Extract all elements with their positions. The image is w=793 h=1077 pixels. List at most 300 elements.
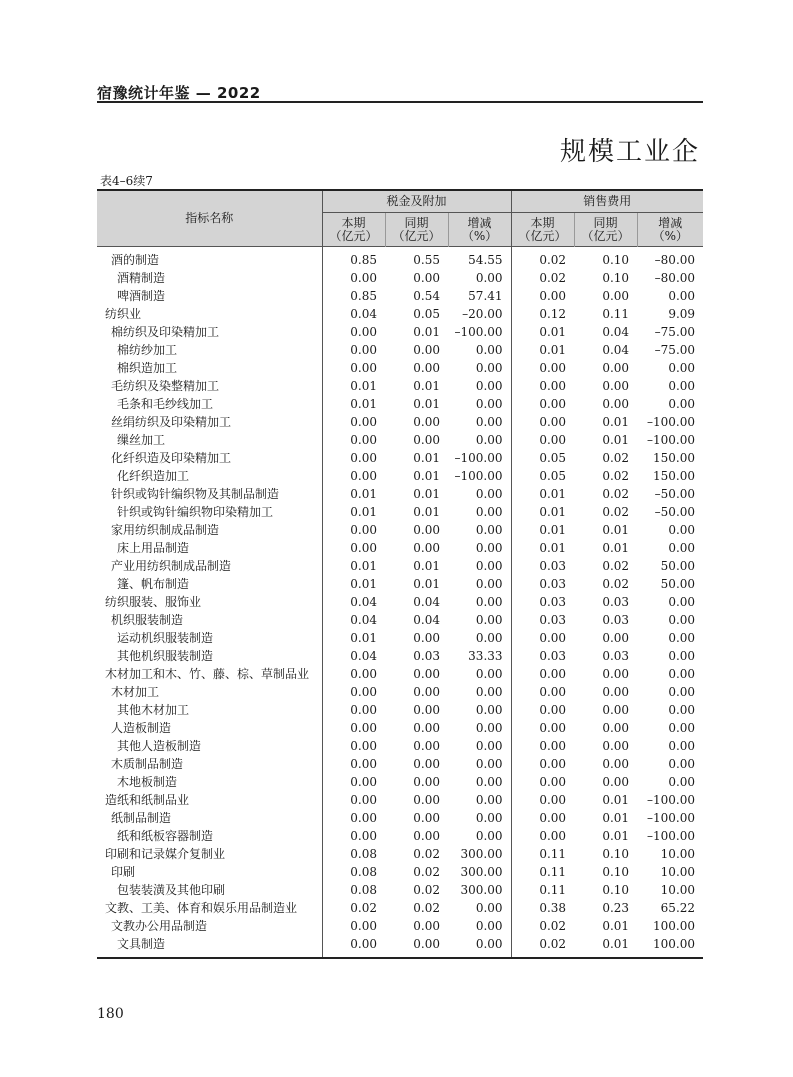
cell-value: 0.00 (448, 557, 511, 575)
cell-value: 0.00 (668, 613, 696, 627)
cell-value: 0.00 (350, 469, 377, 483)
table-row (97, 827, 703, 845)
cell-value: 0.02 (602, 487, 630, 501)
cell-value: 0.00 (350, 523, 377, 537)
table-row (97, 647, 703, 665)
table-row (97, 917, 703, 935)
cell-value: 0.10 (602, 253, 630, 267)
cell-value: 0.00 (668, 685, 696, 699)
cell-value: 0.85 (350, 253, 377, 267)
row-label: 印刷 (97, 863, 322, 881)
subheader-label: 同期 (593, 215, 618, 230)
cell-value: 0.00 (602, 685, 630, 699)
cell-value: –20.00 (448, 305, 511, 323)
cell-value: 0.04 (350, 307, 377, 321)
cell-value: 0.02 (413, 865, 440, 879)
subheader-label: 本期 (530, 215, 555, 230)
row-label: 造纸和纸制品业 (97, 791, 322, 809)
cell-value: 0.01 (539, 343, 567, 357)
cell-value: 0.01 (350, 487, 377, 501)
cell-value: 0.00 (448, 341, 511, 359)
cell-value: 0.08 (350, 865, 377, 879)
row-label: 文教办公用品制造 (97, 917, 322, 935)
cell-value: 0.00 (448, 413, 511, 431)
table-row (97, 755, 703, 773)
cell-value: 0.00 (448, 395, 511, 413)
cell-value: 0.00 (668, 775, 696, 789)
cell-value: 0.04 (350, 613, 377, 627)
cell-value: 0.00 (448, 827, 511, 845)
cell-value: 0.00 (539, 685, 567, 699)
cell-value: 0.00 (539, 379, 567, 393)
table-row (97, 431, 703, 449)
cell-value: 0.54 (413, 289, 440, 303)
cell-value: 0.00 (602, 739, 630, 753)
cell-value: 0.00 (350, 919, 377, 933)
cell-value: 0.00 (668, 595, 696, 609)
cell-value: –100.00 (647, 793, 696, 807)
cell-value: 0.00 (668, 379, 696, 393)
cell-value: 0.01 (413, 469, 440, 483)
cell-value: 0.00 (448, 773, 511, 791)
row-label: 缫丝加工 (97, 431, 322, 449)
cell-value: 0.00 (539, 667, 567, 681)
cell-value: –50.00 (654, 487, 696, 501)
cell-value: 0.00 (448, 521, 511, 539)
row-label: 文教、工美、体育和娱乐用品制造业 (97, 899, 322, 917)
cell-value: 0.02 (539, 937, 567, 951)
cell-value: 33.33 (448, 647, 511, 665)
row-label: 篷、帆布制造 (97, 575, 322, 593)
subheader-unit: （%） (461, 228, 498, 243)
table-row (97, 269, 703, 287)
cell-value: 0.00 (413, 703, 440, 717)
cell-value: 0.00 (668, 631, 696, 645)
cell-value: 0.00 (668, 667, 696, 681)
cell-value: 300.00 (448, 881, 511, 899)
cell-value: 0.00 (602, 397, 630, 411)
cell-value: 0.00 (539, 289, 567, 303)
cell-value: 0.00 (668, 541, 696, 555)
cell-value: 0.00 (448, 485, 511, 503)
row-label: 纸和纸板容器制造 (97, 827, 322, 845)
cell-value: 0.00 (413, 811, 440, 825)
cell-value: 0.00 (350, 721, 377, 735)
cell-value: 0.00 (413, 271, 440, 285)
cell-value: 0.01 (350, 397, 377, 411)
row-label: 文具制造 (97, 935, 322, 958)
cell-value: 0.04 (413, 613, 440, 627)
row-label: 啤酒制造 (97, 287, 322, 305)
row-label: 其他机织服装制造 (97, 647, 322, 665)
cell-value: 0.01 (350, 559, 377, 573)
row-label: 毛条和毛纱线加工 (97, 395, 322, 413)
cell-value: 100.00 (653, 919, 696, 933)
cell-value: 0.02 (413, 901, 440, 915)
row-label: 化纤织造加工 (97, 467, 322, 485)
table-row (97, 521, 703, 539)
cell-value: 0.04 (413, 595, 440, 609)
cell-value: 0.01 (602, 433, 630, 447)
row-label: 丝绢纺织及印染精加工 (97, 413, 322, 431)
cell-value: 0.00 (602, 631, 630, 645)
row-label: 木材加工和木、竹、藤、棕、草制品业 (97, 665, 322, 683)
cell-value: 0.00 (413, 631, 440, 645)
row-label: 针织或钩针编织物及其制品制造 (97, 485, 322, 503)
cell-value: 0.01 (602, 937, 630, 951)
cell-value: 0.00 (448, 377, 511, 395)
cell-value: 0.00 (602, 757, 630, 771)
subheader-unit: （亿元） (329, 228, 378, 243)
cell-value: 0.04 (350, 649, 377, 663)
cell-value: 0.00 (668, 397, 696, 411)
cell-value: 0.03 (413, 649, 440, 663)
cell-value: 0.01 (413, 325, 440, 339)
cell-value: 0.01 (350, 505, 377, 519)
cell-value: 0.01 (413, 379, 440, 393)
cell-value: 0.00 (350, 667, 377, 681)
cell-value: 0.00 (413, 793, 440, 807)
cell-value: 0.00 (539, 775, 567, 789)
cell-value: 0.00 (350, 775, 377, 789)
cell-value: 0.00 (350, 829, 377, 843)
row-label: 木材加工 (97, 683, 322, 701)
cell-value: 0.00 (539, 739, 567, 753)
cell-value: 0.04 (602, 325, 630, 339)
cell-value: 0.02 (602, 559, 630, 573)
row-label: 包装装潢及其他印刷 (97, 881, 322, 899)
cell-value: 0.01 (602, 829, 630, 843)
cell-value: 0.03 (602, 613, 630, 627)
cell-value: 0.00 (413, 415, 440, 429)
cell-value: 0.00 (602, 775, 630, 789)
cell-value: –80.00 (654, 253, 696, 267)
cell-value: 0.00 (602, 289, 630, 303)
cell-value: 0.11 (539, 847, 567, 861)
cell-value: 0.00 (602, 721, 630, 735)
cell-value: 9.09 (668, 307, 696, 321)
cell-value: 0.00 (668, 721, 696, 735)
cell-value: 0.03 (539, 649, 567, 663)
cell-value: 0.00 (350, 433, 377, 447)
cell-value: 0.01 (413, 487, 440, 501)
cell-value: 0.00 (448, 575, 511, 593)
cell-value: 0.01 (602, 415, 630, 429)
cell-value: 0.02 (602, 505, 630, 519)
cell-value: 0.00 (539, 811, 567, 825)
cell-value: 57.41 (448, 287, 511, 305)
column-subheader (637, 213, 703, 247)
cell-value: 0.01 (602, 541, 630, 555)
cell-value: 0.00 (350, 343, 377, 357)
cell-value: 0.00 (448, 809, 511, 827)
cell-value: 0.01 (602, 811, 630, 825)
table-row (97, 377, 703, 395)
cell-value: 0.00 (413, 343, 440, 357)
row-label: 运动机织服装制造 (97, 629, 322, 647)
table-row (97, 287, 703, 305)
table-row (97, 791, 703, 809)
table-row (97, 899, 703, 917)
cell-value: 0.01 (539, 325, 567, 339)
cell-value: 0.02 (539, 919, 567, 933)
table-row (97, 845, 703, 863)
table-row (97, 247, 703, 270)
cell-value: 0.00 (448, 359, 511, 377)
cell-value: 0.12 (539, 307, 567, 321)
cell-value: 0.00 (448, 665, 511, 683)
row-label: 酒的制造 (97, 247, 322, 270)
cell-value: 50.00 (660, 559, 696, 573)
cell-value: 0.11 (539, 883, 567, 897)
cell-value: 0.00 (448, 539, 511, 557)
cell-value: 0.02 (539, 271, 567, 285)
cell-value: –100.00 (448, 467, 511, 485)
cell-value: 0.02 (602, 469, 630, 483)
row-label: 人造板制造 (97, 719, 322, 737)
cell-value: –50.00 (654, 505, 696, 519)
cell-value: 0.00 (413, 667, 440, 681)
cell-value: 0.00 (448, 593, 511, 611)
cell-value: 0.08 (350, 847, 377, 861)
table-row (97, 593, 703, 611)
cell-value: 0.02 (602, 577, 630, 591)
cell-value: 0.04 (350, 595, 377, 609)
row-label: 棉纺织及印染精加工 (97, 323, 322, 341)
cell-value: 0.01 (539, 487, 567, 501)
table-row (97, 359, 703, 377)
cell-value: 0.11 (539, 865, 567, 879)
cell-value: 0.38 (539, 901, 567, 915)
table-row (97, 503, 703, 521)
cell-value: 0.05 (539, 469, 567, 483)
column-subheader (385, 213, 448, 247)
cell-value: 50.00 (660, 577, 696, 591)
cell-value: 65.22 (660, 901, 696, 915)
page-number: 180 (97, 1006, 124, 1022)
cell-value: 0.00 (350, 451, 377, 465)
row-label: 纺织服装、服饰业 (97, 593, 322, 611)
cell-value: 0.00 (448, 269, 511, 287)
cell-value: 0.00 (448, 629, 511, 647)
cell-value: 0.00 (668, 739, 696, 753)
cell-value: 0.02 (602, 451, 630, 465)
row-label: 其他木材加工 (97, 701, 322, 719)
subheader-label: 增减 (658, 215, 683, 230)
cell-value: 0.01 (602, 523, 630, 537)
subheader-unit: （亿元） (392, 228, 441, 243)
cell-value: 54.55 (448, 247, 511, 270)
table-row (97, 305, 703, 323)
table-row (97, 881, 703, 899)
cell-value: 0.00 (539, 793, 567, 807)
cell-value: 0.00 (668, 523, 696, 537)
cell-value: 0.00 (448, 917, 511, 935)
subheader-label: 同期 (404, 215, 429, 230)
cell-value: 0.00 (350, 811, 377, 825)
row-label: 棉纺纱加工 (97, 341, 322, 359)
cell-value: 0.01 (350, 577, 377, 591)
table-row (97, 719, 703, 737)
cell-value: 0.00 (413, 721, 440, 735)
cell-value: 10.00 (660, 865, 696, 879)
cell-value: 0.01 (413, 577, 440, 591)
cell-value: –75.00 (654, 343, 696, 357)
table-row (97, 485, 703, 503)
cell-value: 0.00 (413, 523, 440, 537)
cell-value: 0.00 (668, 289, 696, 303)
table-row (97, 701, 703, 719)
cell-value: 0.85 (350, 289, 377, 303)
cell-value: 0.00 (413, 433, 440, 447)
cell-value: –100.00 (448, 449, 511, 467)
cell-value: 0.00 (539, 703, 567, 717)
row-label: 其他人造板制造 (97, 737, 322, 755)
cell-value: 0.05 (539, 451, 567, 465)
cell-value: 0.01 (413, 397, 440, 411)
cell-value: 0.02 (539, 253, 567, 267)
group-header-sales-expense: 销售费用 (511, 190, 703, 213)
cell-value: 0.00 (350, 685, 377, 699)
running-title: 宿豫统计年鉴 — 2022 (97, 84, 261, 102)
row-label: 纸制品制造 (97, 809, 322, 827)
cell-value: 0.00 (350, 703, 377, 717)
cell-value: 0.02 (350, 901, 377, 915)
cell-value: 0.10 (602, 883, 630, 897)
cell-value: –100.00 (647, 829, 696, 843)
cell-value: 0.10 (602, 865, 630, 879)
cell-value: 0.55 (413, 253, 440, 267)
cell-value: 0.00 (539, 757, 567, 771)
cell-value: 0.01 (602, 793, 630, 807)
header-rule (97, 101, 703, 103)
column-subheader (448, 213, 511, 247)
cell-value: 0.00 (448, 701, 511, 719)
section-title: 规模工业企 (559, 137, 700, 167)
cell-value: –100.00 (647, 433, 696, 447)
row-label: 棉织造加工 (97, 359, 322, 377)
cell-value: 0.02 (413, 883, 440, 897)
cell-value: 0.03 (539, 613, 567, 627)
cell-value: 0.04 (602, 343, 630, 357)
cell-value: 0.10 (602, 847, 630, 861)
cell-value: 0.08 (350, 883, 377, 897)
row-label: 床上用品制造 (97, 539, 322, 557)
cell-value: 300.00 (448, 863, 511, 881)
table-row (97, 449, 703, 467)
cell-value: 0.03 (602, 649, 630, 663)
cell-value: 0.00 (539, 361, 567, 375)
cell-value: 0.03 (539, 559, 567, 573)
cell-value: 0.00 (448, 683, 511, 701)
table-row (97, 395, 703, 413)
row-label: 产业用纺织制成品制造 (97, 557, 322, 575)
cell-value: 0.01 (413, 505, 440, 519)
cell-value: 0.00 (539, 415, 567, 429)
cell-value: 0.00 (539, 829, 567, 843)
cell-value: 0.00 (448, 935, 511, 958)
cell-value: –100.00 (647, 415, 696, 429)
cell-value: 150.00 (653, 469, 696, 483)
table-row (97, 539, 703, 557)
cell-value: 0.23 (602, 901, 630, 915)
cell-value: 0.03 (539, 577, 567, 591)
cell-value: –100.00 (448, 323, 511, 341)
subheader-unit: （亿元） (518, 228, 567, 243)
table-row (97, 863, 703, 881)
row-label: 化纤织造及印染精加工 (97, 449, 322, 467)
table-row (97, 629, 703, 647)
cell-value: 0.00 (668, 703, 696, 717)
cell-value: 0.00 (350, 415, 377, 429)
row-label: 木地板制造 (97, 773, 322, 791)
cell-value: 0.01 (350, 631, 377, 645)
cell-value: 0.00 (668, 757, 696, 771)
cell-value: 0.03 (539, 595, 567, 609)
cell-value: 0.01 (539, 505, 567, 519)
cell-value: 0.00 (448, 503, 511, 521)
cell-value: 0.01 (413, 451, 440, 465)
cell-value: 0.00 (350, 541, 377, 555)
cell-value: 0.00 (539, 631, 567, 645)
cell-value: 0.00 (539, 433, 567, 447)
cell-value: 0.00 (448, 737, 511, 755)
table-row (97, 737, 703, 755)
cell-value: 0.01 (413, 559, 440, 573)
cell-value: 0.00 (668, 361, 696, 375)
cell-value: 0.00 (448, 719, 511, 737)
cell-value: 0.00 (413, 919, 440, 933)
cell-value: 300.00 (448, 845, 511, 863)
cell-value: 0.00 (413, 757, 440, 771)
cell-value: 0.00 (413, 775, 440, 789)
table-row (97, 665, 703, 683)
row-label: 机织服装制造 (97, 611, 322, 629)
cell-value: 0.00 (350, 325, 377, 339)
cell-value: 0.00 (413, 541, 440, 555)
cell-value: 0.00 (668, 649, 696, 663)
table-row (97, 467, 703, 485)
table-row (97, 575, 703, 593)
row-label: 家用纺织制成品制造 (97, 521, 322, 539)
cell-value: 10.00 (660, 883, 696, 897)
row-label: 印刷和记录媒介复制业 (97, 845, 322, 863)
cell-value: 0.00 (350, 793, 377, 807)
table-row (97, 341, 703, 359)
cell-value: 0.03 (602, 595, 630, 609)
cell-value: 0.01 (539, 541, 567, 555)
cell-value: 0.00 (602, 361, 630, 375)
table-number: 表4–6续7 (100, 174, 153, 188)
cell-value: 0.05 (413, 307, 440, 321)
column-header-name: 指标名称 (97, 190, 322, 247)
cell-value: 0.00 (413, 685, 440, 699)
table-row (97, 413, 703, 431)
cell-value: 0.00 (539, 397, 567, 411)
row-label: 毛纺织及染整精加工 (97, 377, 322, 395)
table-row (97, 683, 703, 701)
cell-value: 0.00 (448, 899, 511, 917)
group-header-tax: 税金及附加 (322, 190, 511, 213)
cell-value: 0.00 (413, 937, 440, 951)
cell-value: 0.10 (602, 271, 630, 285)
table-row (97, 773, 703, 791)
cell-value: –80.00 (654, 271, 696, 285)
subheader-unit: （亿元） (581, 228, 630, 243)
cell-value: 0.00 (448, 431, 511, 449)
cell-value: 0.00 (539, 721, 567, 735)
cell-value: 0.00 (350, 739, 377, 753)
